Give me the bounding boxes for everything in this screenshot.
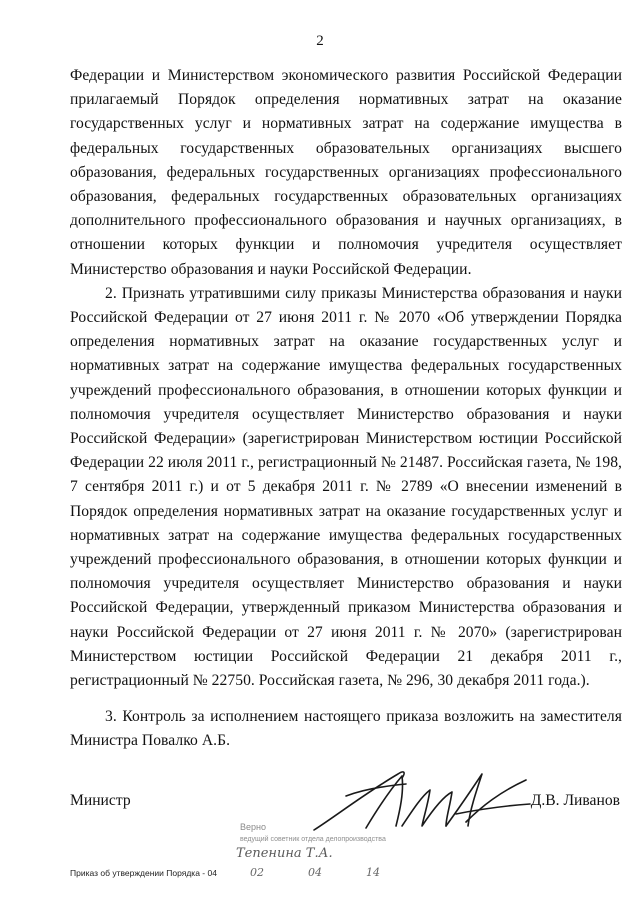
stamp-date-year: 14 bbox=[366, 866, 380, 879]
paragraph-3-control: 3. Контроль за исполнением настоящего приказа возложить на заместителя Министра Повалко А.Б. bbox=[70, 708, 622, 750]
footer-note: Приказ об утверждении Порядка - 04 bbox=[70, 868, 217, 878]
stamp-date-day: 02 bbox=[250, 866, 264, 879]
paragraph-2-repeal: 2. Признать утратившими силу приказы Министерства образования и науки Российской Федерации от 27 июня 2011 г. № 2070 «Об утверждении Порядка определения нормативных затрат на оказание государственных услуг и нормативных затрат на содержание имущества федеральных государственных учреждений профессионального образования, в отношении которых функции и полномочия учредителя осуществляет Министерство образования и науки Российской Федерации» (зарегистрирован Министерством юстиции Российской Федерации 22 июля 2011 г., регистрационный № 21487. Российская газета, № 198, 7 сентября 2011 г.) и от 5 декабря 2011 г. № 2789 «О внесении изменений в Порядок определения нормативных затрат на оказание государственных услуг и нормативных затрат на содержание имущества федеральных государственных учреждений профессионального образования, в отношении которых функции и полномочия учредителя осуществляет Министерство образования и науки Российской Федерации, утвержденный приказом Министерства образования и науки Российской Федерации от 27 июня 2011 г. № 2070» (зарегистрирован Министерством юстиции Российской Федерации 21 декабря 2011 г., регистрационный № 22750. Российская газета, № 296, 30 декабря 2011 года.). bbox=[70, 284, 622, 690]
stamp-handwritten-name: Тепенина Т.А. bbox=[236, 846, 333, 861]
page-number: 2 bbox=[316, 33, 324, 49]
paragraph-1-continued: Федерации и Министерством экономического развития Российской Федерации прилагаемый Порядок определения нормативных затрат на оказание государственных услуг и нормативных затрат на содержание имущества в федеральных государственных образовательных организациях высшего образования, федеральных государственных организациях профессионального образования, федеральных государственных образовательных организациях дополнительного профессионального образования и научных организациях, в отношении которых функции и полномочия учредителя осуществляет Министерство образования и науки Российской Федерации. bbox=[70, 67, 622, 278]
handwritten-signature bbox=[306, 756, 534, 840]
signatory-name: Д.В. Ливанов bbox=[530, 792, 620, 809]
signatory-position: Министр bbox=[70, 792, 131, 809]
stamp-position: ведущий советник отдела делопроизводства bbox=[240, 836, 386, 843]
stamp-title: Верно bbox=[240, 822, 266, 832]
signature-block bbox=[70, 784, 622, 828]
document-body bbox=[70, 64, 622, 754]
stamp-date bbox=[250, 866, 424, 879]
stamp-date-month: 04 bbox=[308, 866, 322, 879]
